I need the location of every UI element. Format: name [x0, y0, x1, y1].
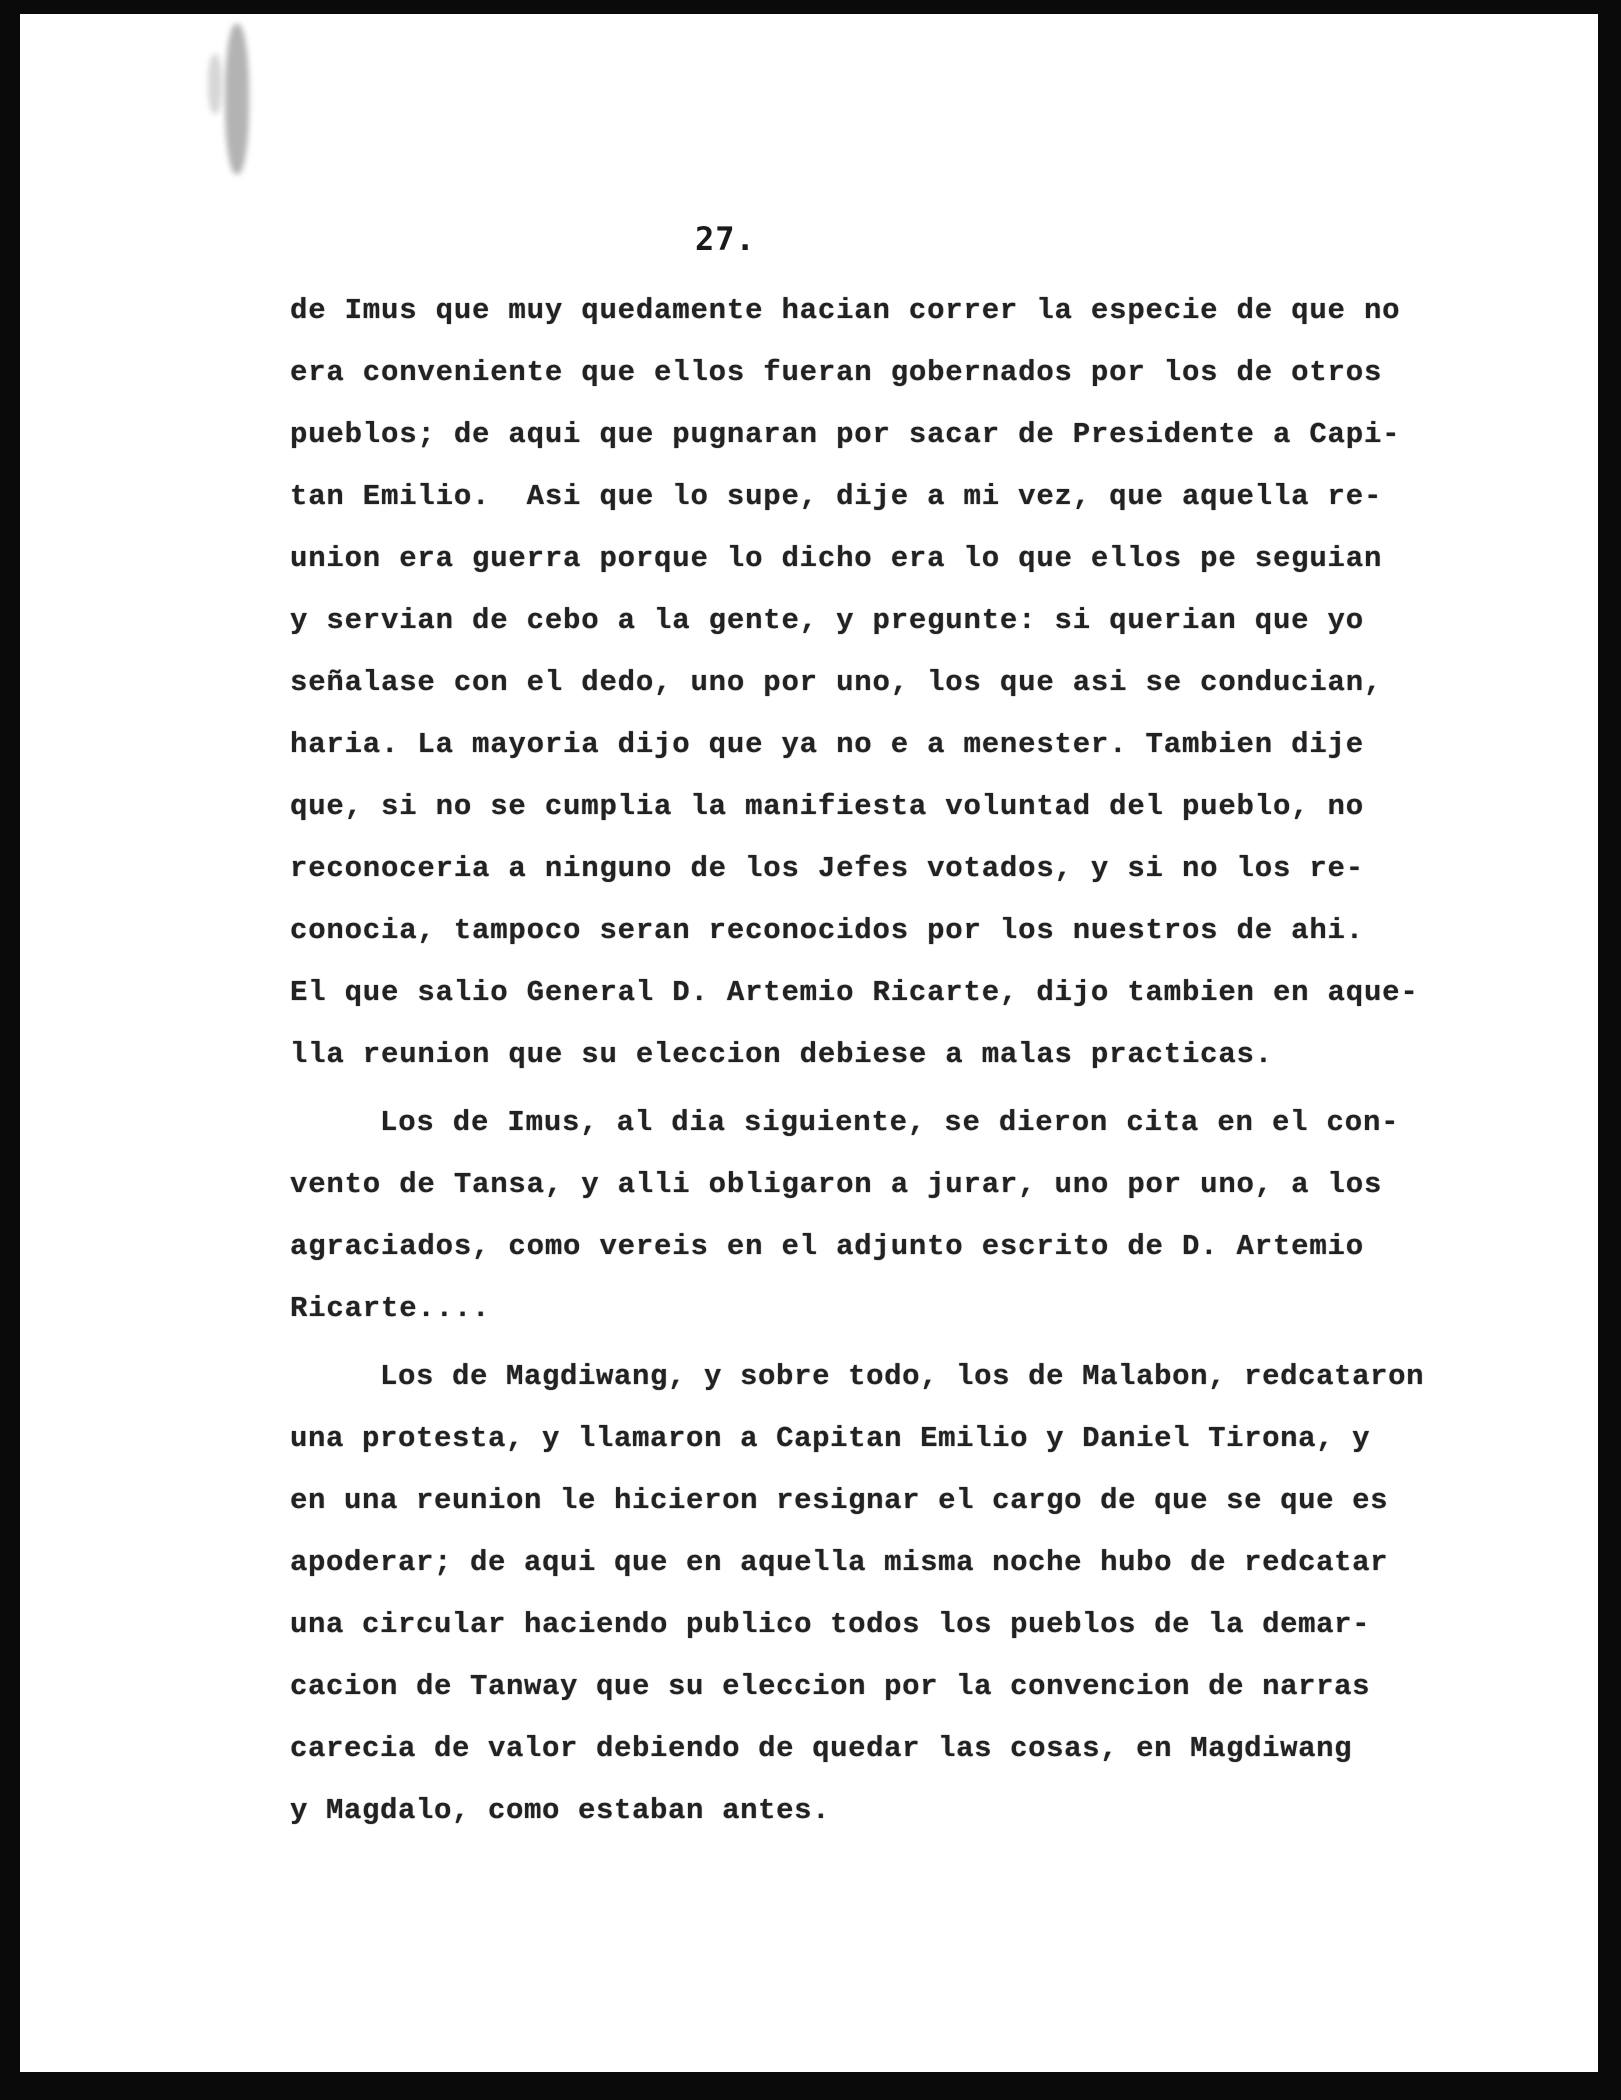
ink-smudge-mark	[208, 54, 222, 114]
document-page	[20, 14, 1598, 2072]
text-line: una circular haciendo publico todos los pueblos de la demar-	[290, 1608, 1371, 1641]
text-line: en una reunion le hicieron resignar el cargo de que se que es	[290, 1484, 1389, 1517]
text-line: y Magdalo, como estaban antes.	[290, 1794, 831, 1827]
text-line: carecia de valor debiendo de quedar las cosas, en Magdiwang	[290, 1732, 1353, 1765]
text-line: cacion de Tanway que su eleccion por la convencion de narras	[290, 1670, 1371, 1703]
text-line: lla reunion que su eleccion debiese a malas practicas.	[290, 1038, 1273, 1071]
text-line: y servian de cebo a la gente, y pregunte: si querian que yo	[290, 604, 1364, 637]
text-line: reconoceria a ninguno de los Jefes votados, y si no los re-	[290, 852, 1364, 885]
text-line: tan Emilio. Asi que lo supe, dije a mi vez, que aquella re-	[290, 480, 1383, 513]
text-line: vento de Tansa, y alli obligaron a jurar, uno por uno, a los	[290, 1168, 1383, 1201]
paragraph-start-line: Los de Imus, al dia siguiente, se dieron cita en el con-	[380, 1106, 1400, 1139]
text-line: union era guerra porque lo dicho era lo que ellos pe seguian	[290, 542, 1383, 575]
ink-smudge-mark	[225, 24, 249, 174]
text-line: haria. La mayoria dijo que ya no e a menester. Tambien dije	[290, 728, 1364, 761]
text-line: conocia, tampoco seran reconocidos por los nuestros de ahi.	[290, 914, 1364, 947]
text-line: era conveniente que ellos fueran gobernados por los de otros	[290, 356, 1383, 389]
text-line: apoderar; de aqui que en aquella misma noche hubo de redcatar	[290, 1546, 1389, 1579]
text-line: de Imus que muy quedamente hacian correr la especie de que no	[290, 294, 1401, 327]
text-line: Ricarte....	[290, 1292, 491, 1325]
page-number: 27.	[695, 220, 756, 258]
text-line: señalase con el dedo, uno por uno, los que asi se conducian,	[290, 666, 1383, 699]
text-line: pueblos; de aqui que pugnaran por sacar de Presidente a Capi-	[290, 418, 1401, 451]
text-line: agraciados, como vereis en el adjunto escrito de D. Artemio	[290, 1230, 1364, 1263]
text-line: una protesta, y llamaron a Capitan Emilio y Daniel Tirona, y	[290, 1422, 1371, 1455]
paragraph-start-line: Los de Magdiwang, y sobre todo, los de Malabon, redcataron	[380, 1360, 1425, 1393]
text-line: que, si no se cumplia la manifiesta voluntad del pueblo, no	[290, 790, 1364, 823]
text-line: El que salio General D. Artemio Ricarte, dijo tambien en aque-	[290, 976, 1419, 1009]
